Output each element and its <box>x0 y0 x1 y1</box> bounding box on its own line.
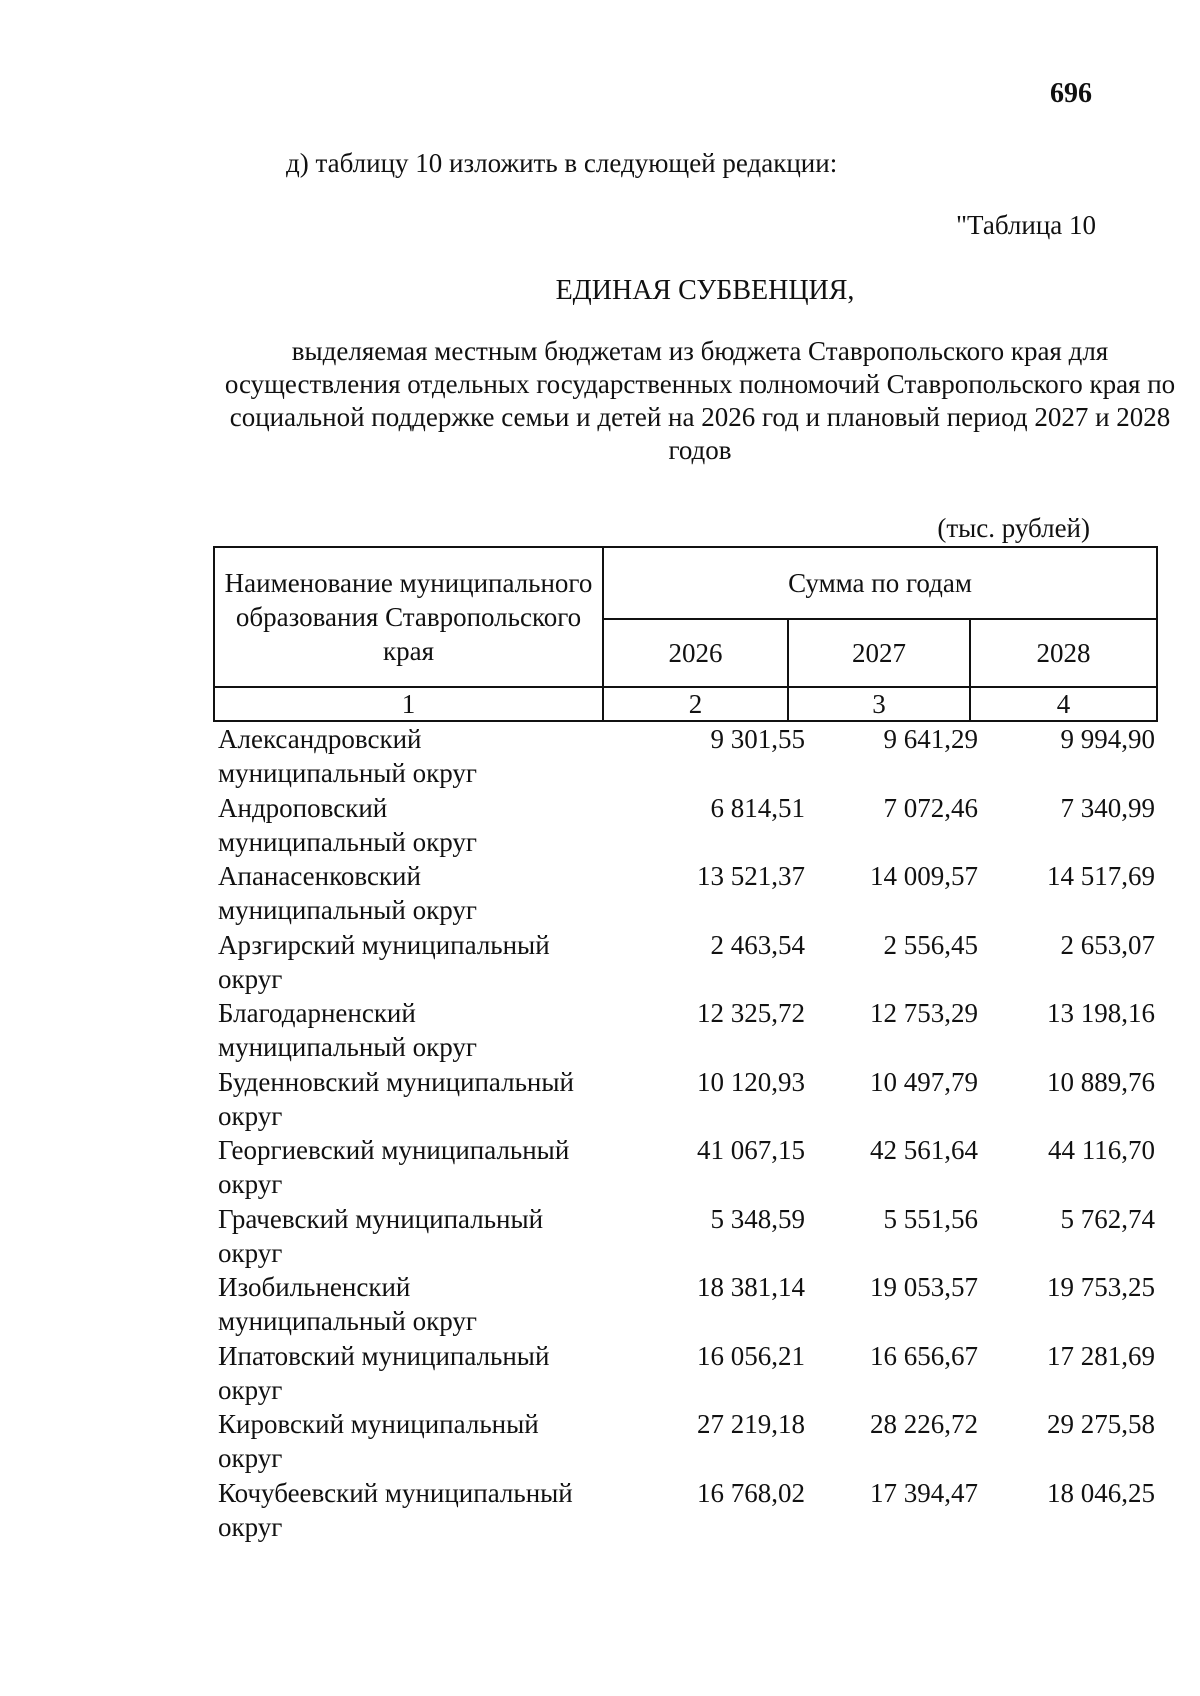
table-body <box>218 722 1158 1544</box>
value-2027: 10 497,79 <box>870 1066 978 1097</box>
value-2028: 18 046,25 <box>1047 1477 1155 1508</box>
value-2026: 13 521,37 <box>697 861 805 891</box>
value-2028: 17 281,69 <box>1047 1340 1155 1371</box>
value-2026: 10 120,93 <box>697 1066 805 1097</box>
municipality-name: Грачевский муниципальный округ <box>218 1203 544 1268</box>
header-name-cell: Наименование муниципального образования Ставропольского края <box>214 547 603 687</box>
value-2026: 18 381,14 <box>697 1272 805 1302</box>
municipality-name: Кочубеевский муниципальный округ <box>218 1477 573 1542</box>
document-title: ЕДИНАЯ СУБВЕНЦИЯ, <box>555 275 855 306</box>
value-2027: 28 226,72 <box>870 1409 978 1439</box>
value-2028: 29 275,58 <box>1047 1409 1155 1439</box>
header-year-cell: 2027 <box>788 619 970 687</box>
intro-paragraph: д) таблицу 10 изложить в следующей редакции: <box>286 148 838 178</box>
table-row <box>218 1476 1158 1545</box>
table-row <box>218 1065 1158 1134</box>
value-2028: 14 517,69 <box>1047 861 1155 891</box>
municipality-name: Буденновский муниципальный округ <box>218 1066 574 1131</box>
column-number-cell: 2 <box>603 687 788 721</box>
value-2027: 5 551,56 <box>883 1203 978 1234</box>
page-number: 696 <box>1050 78 1092 109</box>
value-2026: 2 463,54 <box>710 929 805 960</box>
value-2026: 16 056,21 <box>697 1340 805 1371</box>
table-row <box>218 1339 1158 1408</box>
municipality-name: Андроповский муниципальный округ <box>218 792 477 857</box>
value-2028: 19 753,25 <box>1047 1272 1155 1302</box>
column-number-cell: 3 <box>788 687 970 721</box>
municipality-name: Апанасенковский муниципальный округ <box>218 861 477 925</box>
table-row <box>218 1270 1158 1339</box>
value-2027: 16 656,67 <box>870 1340 978 1371</box>
value-2027: 7 072,46 <box>883 792 978 823</box>
value-2026: 41 067,15 <box>697 1135 805 1165</box>
value-2027: 42 561,64 <box>870 1135 978 1165</box>
value-2028: 5 762,74 <box>1060 1203 1155 1234</box>
value-2028: 44 116,70 <box>1048 1135 1155 1165</box>
municipality-name: Ипатовский муниципальный округ <box>218 1340 550 1405</box>
table-row <box>218 722 1158 791</box>
value-2028: 13 198,16 <box>1047 998 1155 1028</box>
value-2026: 16 768,02 <box>697 1477 805 1508</box>
document-subtitle: выделяемая местным бюджетам из бюджета Ставропольского края для осуществления отдельных государственных полномочий Ставропольского края по социальной поддержке семьи и детей на 2026 год и плановый период 2027 и 2028 годов <box>224 336 1176 465</box>
value-2026: 5 348,59 <box>710 1203 805 1234</box>
value-2027: 2 556,45 <box>883 929 978 960</box>
value-2027: 9 641,29 <box>883 724 978 754</box>
value-2028: 2 653,07 <box>1060 929 1155 960</box>
value-2026: 6 814,51 <box>710 792 805 823</box>
value-2026: 27 219,18 <box>697 1409 805 1439</box>
value-2026: 12 325,72 <box>697 998 805 1028</box>
header-sum-cell: Сумма по годам <box>603 547 1157 619</box>
municipality-name: Александровский муниципальный округ <box>218 724 477 788</box>
value-2026: 9 301,55 <box>710 724 805 754</box>
header-year-cell: 2028 <box>970 619 1157 687</box>
header-year-cell: 2026 <box>603 619 788 687</box>
table-row <box>218 928 1158 997</box>
table-row <box>218 791 1158 860</box>
municipality-name: Кировский муниципальный округ <box>218 1409 539 1473</box>
municipality-name: Арзгирский муниципальный округ <box>218 929 550 994</box>
municipality-name: Георгиевский муниципальный округ <box>218 1135 570 1199</box>
table-row <box>218 1202 1158 1271</box>
table-header <box>213 546 1158 722</box>
value-2027: 12 753,29 <box>870 998 978 1028</box>
value-2027: 14 009,57 <box>870 861 978 891</box>
units-label: (тыс. рублей) <box>937 513 1090 543</box>
value-2028: 9 994,90 <box>1060 724 1155 754</box>
table-row <box>218 859 1158 928</box>
table-label: "Таблица 10 <box>956 210 1096 240</box>
table-row <box>218 1407 1158 1476</box>
municipality-name: Изобильненский муниципальный округ <box>218 1272 477 1336</box>
municipality-name: Благодарненский муниципальный округ <box>218 998 477 1062</box>
table-row <box>218 1133 1158 1202</box>
column-number-cell: 4 <box>970 687 1157 721</box>
value-2028: 10 889,76 <box>1047 1066 1155 1097</box>
table-row <box>218 996 1158 1065</box>
column-number-cell: 1 <box>214 687 603 721</box>
value-2028: 7 340,99 <box>1060 792 1155 823</box>
value-2027: 17 394,47 <box>870 1477 978 1508</box>
value-2027: 19 053,57 <box>870 1272 978 1302</box>
